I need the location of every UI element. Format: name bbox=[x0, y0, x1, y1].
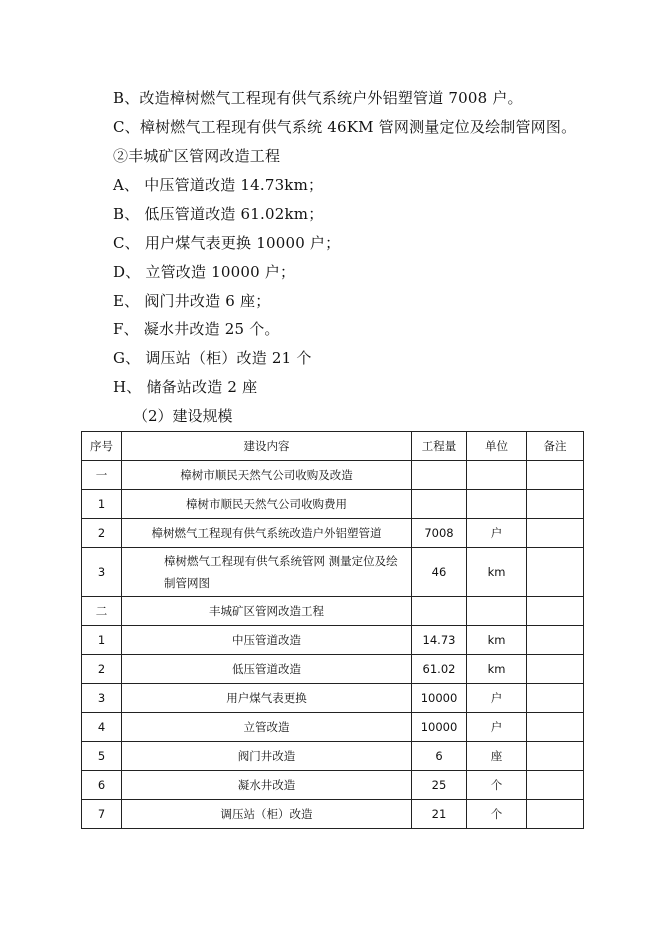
table-row bbox=[82, 742, 584, 771]
table-row bbox=[82, 519, 584, 548]
paragraph-b: B、改造樟树燃气工程现有供气系统户外铝塑管道 7008 户。 bbox=[113, 89, 523, 107]
construction-scale-table bbox=[81, 431, 584, 829]
cell-no: 3 bbox=[82, 548, 122, 597]
cell-qty bbox=[412, 490, 467, 519]
section-fengcheng: ②丰城矿区管网改造工程 bbox=[113, 147, 281, 165]
header-unit: 单位 bbox=[467, 432, 527, 461]
table-row bbox=[82, 597, 584, 626]
cell-qty: 7008 bbox=[412, 519, 467, 548]
cell-qty: 10000 bbox=[412, 684, 467, 713]
cell-qty bbox=[412, 461, 467, 490]
header-qty: 工程量 bbox=[412, 432, 467, 461]
cell-unit: km bbox=[467, 655, 527, 684]
cell-unit: km bbox=[467, 626, 527, 655]
cell-no: 5 bbox=[82, 742, 122, 771]
cell-qty: 61.02 bbox=[412, 655, 467, 684]
cell-note bbox=[527, 490, 584, 519]
table-row bbox=[82, 548, 584, 597]
cell-no: 4 bbox=[82, 713, 122, 742]
cell-qty: 21 bbox=[412, 800, 467, 829]
table-row bbox=[82, 684, 584, 713]
cell-content: 樟树市顺民天然气公司收购及改造 bbox=[122, 461, 412, 490]
cell-content: 樟树燃气工程现有供气系统管网 测量定位及绘制管网图 bbox=[122, 548, 412, 597]
header-content: 建设内容 bbox=[122, 432, 412, 461]
cell-unit bbox=[467, 490, 527, 519]
table-row bbox=[82, 771, 584, 800]
cell-content: 樟树市顺民天然气公司收购费用 bbox=[122, 490, 412, 519]
cell-no: 2 bbox=[82, 655, 122, 684]
cell-no: 6 bbox=[82, 771, 122, 800]
cell-unit: 个 bbox=[467, 800, 527, 829]
cell-no: 7 bbox=[82, 800, 122, 829]
cell-no: 2 bbox=[82, 519, 122, 548]
cell-content: 凝水井改造 bbox=[122, 771, 412, 800]
table-row bbox=[82, 655, 584, 684]
cell-note bbox=[527, 548, 584, 597]
cell-unit: 户 bbox=[467, 519, 527, 548]
cell-unit: 个 bbox=[467, 771, 527, 800]
table-row bbox=[82, 713, 584, 742]
cell-qty: 46 bbox=[412, 548, 467, 597]
item-h: H、 储备站改造 2 座 bbox=[113, 378, 258, 396]
cell-note bbox=[527, 655, 584, 684]
cell-content: 中压管道改造 bbox=[122, 626, 412, 655]
cell-content: 用户煤气表更换 bbox=[122, 684, 412, 713]
cell-content: 丰城矿区管网改造工程 bbox=[122, 597, 412, 626]
header-note: 备注 bbox=[527, 432, 584, 461]
cell-no: 1 bbox=[82, 490, 122, 519]
cell-qty: 25 bbox=[412, 771, 467, 800]
cell-content: 樟树燃气工程现有供气系统改造户外铝塑管道 bbox=[122, 519, 412, 548]
cell-unit: 座 bbox=[467, 742, 527, 771]
table-row bbox=[82, 461, 584, 490]
item-g: G、 调压站（柜）改造 21 个 bbox=[113, 349, 312, 367]
table-row bbox=[82, 800, 584, 829]
cell-unit: 户 bbox=[467, 713, 527, 742]
item-e: E、 阀门井改造 6 座； bbox=[113, 292, 271, 310]
cell-qty: 14.73 bbox=[412, 626, 467, 655]
cell-content: 调压站（柜）改造 bbox=[122, 800, 412, 829]
cell-unit bbox=[467, 597, 527, 626]
item-c: C、 用户煤气表更换 10000 户； bbox=[113, 234, 341, 252]
cell-unit bbox=[467, 461, 527, 490]
cell-note bbox=[527, 519, 584, 548]
construction-scale-heading: （2）建设规模 bbox=[133, 407, 233, 425]
cell-note bbox=[527, 800, 584, 829]
cell-no: 一 bbox=[82, 461, 122, 490]
table-row bbox=[82, 626, 584, 655]
cell-qty: 6 bbox=[412, 742, 467, 771]
item-b: B、 低压管道改造 61.02km； bbox=[113, 205, 324, 223]
cell-unit: 户 bbox=[467, 684, 527, 713]
paragraph-c: C、樟树燃气工程现有供气系统 46KM 管网测量定位及绘制管网图。 bbox=[113, 118, 577, 136]
item-d: D、 立管改造 10000 户； bbox=[113, 263, 296, 281]
cell-content: 立管改造 bbox=[122, 713, 412, 742]
cell-content: 低压管道改造 bbox=[122, 655, 412, 684]
table-row bbox=[82, 490, 584, 519]
cell-no: 二 bbox=[82, 597, 122, 626]
cell-note bbox=[527, 684, 584, 713]
cell-unit: km bbox=[467, 548, 527, 597]
item-a: A、 中压管道改造 14.73km； bbox=[113, 176, 324, 194]
cell-note bbox=[527, 461, 584, 490]
cell-note bbox=[527, 597, 584, 626]
cell-no: 3 bbox=[82, 684, 122, 713]
cell-no: 1 bbox=[82, 626, 122, 655]
cell-note bbox=[527, 771, 584, 800]
header-no: 序号 bbox=[82, 432, 122, 461]
table-header-row bbox=[82, 432, 584, 461]
cell-note bbox=[527, 626, 584, 655]
cell-note bbox=[527, 742, 584, 771]
cell-qty: 10000 bbox=[412, 713, 467, 742]
cell-qty bbox=[412, 597, 467, 626]
item-f: F、 凝水井改造 25 个。 bbox=[113, 320, 280, 338]
cell-content: 阀门井改造 bbox=[122, 742, 412, 771]
cell-note bbox=[527, 713, 584, 742]
